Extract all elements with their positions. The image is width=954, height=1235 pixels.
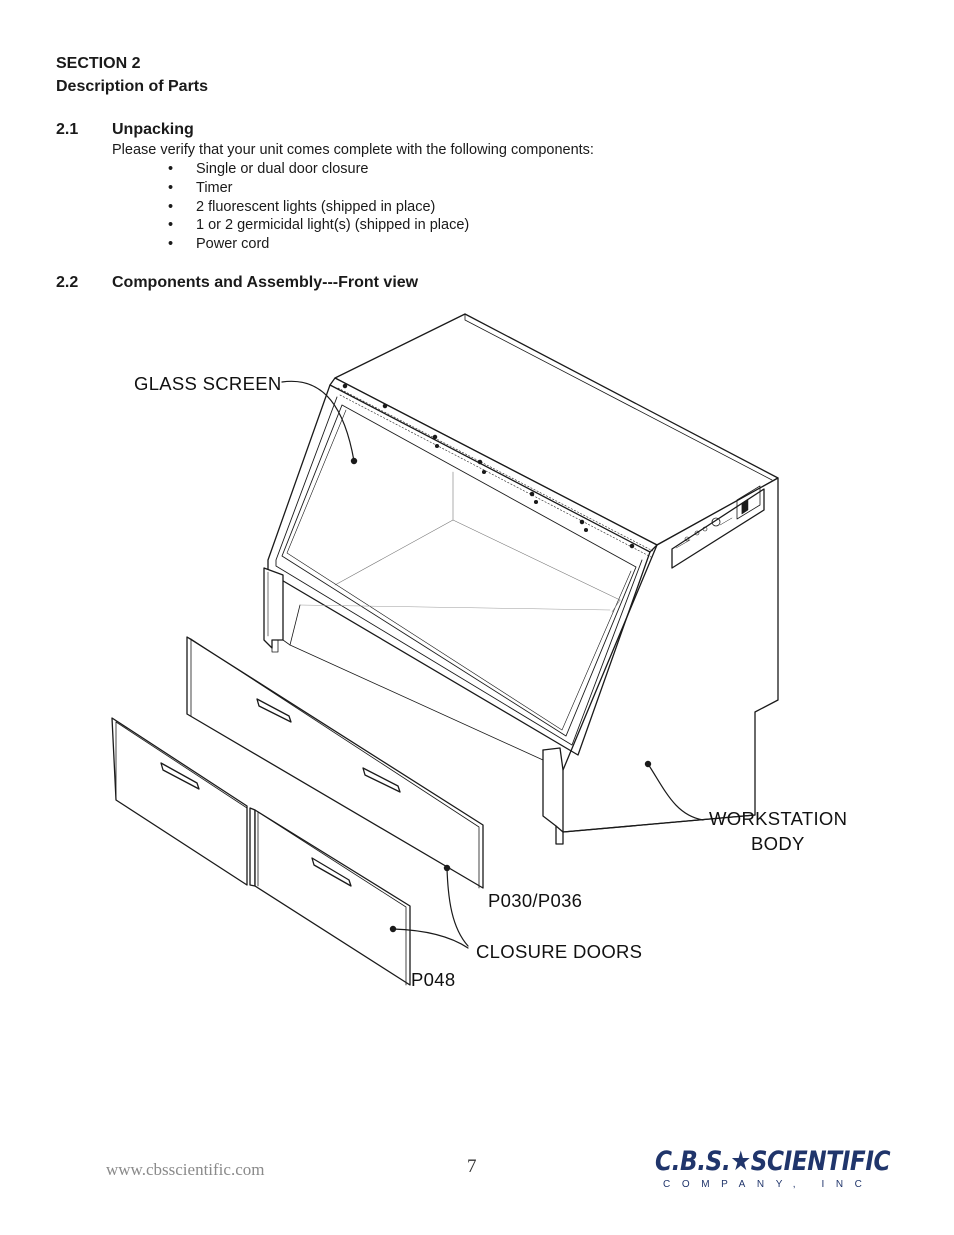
closure-doors-label: CLOSURE DOORS [476,941,643,962]
footer-url: www.cbsscientific.com [106,1160,265,1179]
unpacking-number: 2.1 [56,121,79,138]
unpacking-intro: Please verify that your unit comes complete with the following components: [112,142,594,158]
glass-screen-label: GLASS SCREEN [134,373,282,394]
workstation-body-label-line2: BODY [751,833,805,854]
bullet: • [168,161,174,177]
logo-sub-text: COMPANY, INC [663,1179,874,1190]
section-label: SECTION 2 [56,55,141,72]
list-item-text: Timer [196,179,233,196]
logo-main-text: C.B.S.★SCIENTIFIC [655,1146,891,1177]
workstation-body-label-line1: WORKSTATION [709,808,848,829]
page-number: 7 [467,1156,477,1177]
list-item-text: 1 or 2 germicidal light(s) (shipped in place) [196,217,470,234]
components-title: Components and Assembly---Front view [112,274,419,291]
p048-label: P048 [411,969,456,990]
bullet: • [168,198,174,215]
components-number: 2.2 [56,274,79,291]
bullet: • [168,217,174,234]
section-title: Description of Parts [56,78,209,95]
list-item-text: Power cord [196,236,270,253]
list-item-text: Single or dual door closure [196,161,369,177]
p030-p036-label: P030/P036 [488,890,583,911]
unpacking-title: Unpacking [112,121,194,138]
list-item-text: 2 fluorescent lights (shipped in place) [196,198,436,215]
bullet: • [168,236,174,253]
company-logo [655,1147,928,1190]
bullet: • [168,179,174,196]
